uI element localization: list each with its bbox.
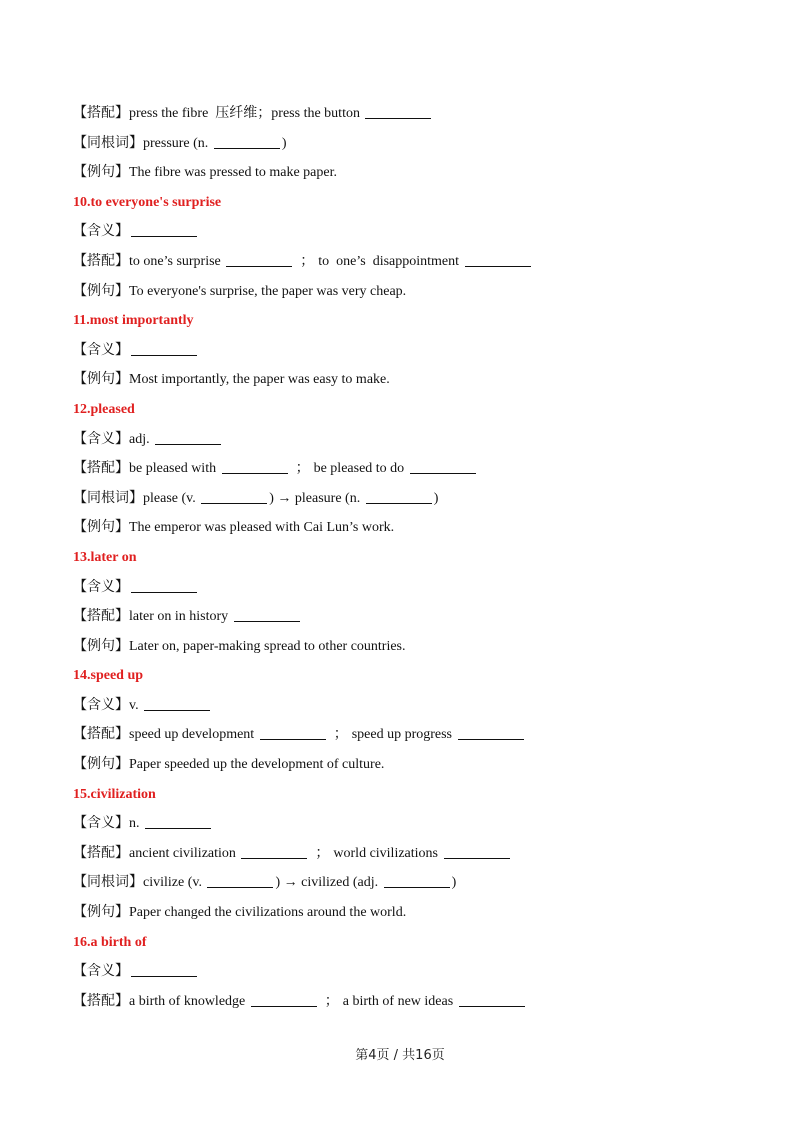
entry-tag: 【例句】 [73, 756, 129, 773]
answer-blank[interactable] [131, 577, 197, 593]
entry-tag: 【含义】 [73, 341, 129, 358]
entry-tag: 【例句】 [73, 164, 129, 181]
answer-blank[interactable] [131, 221, 197, 237]
entry-heading: 11.most importantly [73, 313, 194, 329]
entry-text: a birth of new ideas [342, 993, 457, 1009]
entry-line [73, 99, 733, 129]
entry-line [73, 839, 733, 869]
entry-tag: 【搭配】 [73, 460, 129, 477]
entry-text: ) [433, 490, 439, 506]
answer-blank[interactable] [226, 251, 292, 267]
entry-line [73, 277, 733, 307]
entry-line [73, 750, 733, 780]
page-footer: 第4页 / 共16页 [355, 1048, 445, 1063]
entry-line [73, 454, 733, 484]
entry-tag: 【含义】 [73, 430, 129, 447]
answer-blank[interactable] [214, 133, 280, 149]
entry-text: To everyone's surprise, the paper was very cheap. [129, 283, 407, 299]
entry-text: Paper speeded up the development of culture. [129, 757, 385, 773]
entry-tag: 【例句】 [73, 371, 129, 388]
entry-text: The emperor was pleased with Cai Lun’s work. [129, 520, 395, 536]
entry-text: press the fibre 压纤维；press the button [129, 106, 364, 121]
entry-line [73, 691, 733, 721]
entry-line [73, 217, 733, 247]
entry-tag: 【例句】 [73, 637, 129, 654]
entry-heading: 14.speed up [73, 668, 144, 684]
entry-heading: 13.later on [73, 549, 137, 565]
entry-tag: 【例句】 [73, 904, 129, 921]
entry-line [73, 809, 733, 839]
entry-tag: 【搭配】 [73, 992, 129, 1009]
entry-line [73, 484, 733, 514]
entry-tag: 【含义】 [73, 963, 129, 980]
entry-line [73, 898, 733, 928]
answer-blank[interactable] [144, 695, 210, 711]
answer-blank[interactable] [444, 843, 510, 859]
entry-text: world civilizations [333, 845, 442, 861]
entry-text: be pleased to do [313, 461, 408, 477]
entry-text: Paper changed the civilizations around the world. [129, 905, 407, 921]
answer-blank[interactable] [459, 991, 525, 1007]
answer-blank[interactable] [201, 488, 267, 504]
entry-text: to one’s disappointment [318, 253, 463, 269]
answer-blank[interactable] [465, 251, 531, 267]
entry-tag: 【搭配】 [73, 252, 129, 269]
separator: ； [315, 844, 330, 861]
separator: ； [333, 726, 348, 743]
answer-blank[interactable] [131, 961, 197, 977]
entry-line [73, 158, 733, 188]
answer-blank[interactable] [365, 103, 431, 119]
entry-heading: 10.to everyone's surprise [73, 194, 222, 210]
answer-blank[interactable] [260, 724, 326, 740]
entry-text: be pleased with [129, 461, 220, 477]
entry-line [73, 957, 733, 987]
answer-blank[interactable] [207, 872, 273, 888]
entry-tag: 【例句】 [73, 519, 129, 536]
entry-tag: 【搭配】 [73, 726, 129, 743]
answer-blank[interactable] [410, 458, 476, 474]
separator: ； [295, 460, 310, 477]
entry-text: Later on, paper-making spread to other countries. [129, 638, 406, 654]
entry-text: to one’s surprise [129, 253, 225, 269]
entry-text: v. [129, 697, 143, 713]
entry-text: ) → civilized (adj. [275, 875, 382, 891]
answer-blank[interactable] [222, 458, 288, 474]
entry-text: adj. [129, 431, 154, 447]
entry-line [73, 129, 733, 159]
entry-text: ) [281, 135, 287, 151]
entry-line [73, 720, 733, 750]
separator: ； [324, 992, 339, 1009]
answer-blank[interactable] [458, 724, 524, 740]
entry-line [73, 365, 733, 395]
answer-blank[interactable] [155, 429, 221, 445]
entry-tag: 【含义】 [73, 578, 129, 595]
entry-text: ) → pleasure (n. [269, 490, 364, 506]
entry-line [73, 573, 733, 603]
entry-tag: 【同根词】 [73, 134, 143, 151]
entry-tag: 【同根词】 [73, 874, 143, 891]
answer-blank[interactable] [366, 488, 432, 504]
entry-text: pressure (n. [143, 135, 212, 151]
answer-blank[interactable] [251, 991, 317, 1007]
entry-text: ) [451, 875, 457, 891]
answer-blank[interactable] [234, 606, 300, 622]
separator: ； [300, 252, 315, 269]
entry-text: later on in history [129, 609, 232, 625]
entry-tag: 【含义】 [73, 696, 129, 713]
entry-tag: 【搭配】 [73, 608, 129, 625]
answer-blank[interactable] [384, 872, 450, 888]
entry-line [73, 336, 733, 366]
entry-heading: 16.a birth of [73, 934, 147, 950]
entry-text: please (v. [143, 490, 200, 506]
entry-line [73, 987, 733, 1017]
entry-heading: 15.civilization [73, 786, 156, 802]
entry-text: speed up development [129, 727, 258, 743]
entry-heading: 12.pleased [73, 401, 135, 417]
document-body [73, 99, 733, 1016]
entry-tag: 【同根词】 [73, 489, 143, 506]
entry-text: n. [129, 816, 143, 832]
entry-text: ancient civilization [129, 845, 240, 861]
entry-text: civilize (v. [143, 875, 206, 891]
answer-blank[interactable] [241, 843, 307, 859]
entry-line [73, 513, 733, 543]
entry-line [73, 868, 733, 898]
entry-tag: 【例句】 [73, 282, 129, 299]
entry-tag: 【搭配】 [73, 105, 129, 121]
answer-blank[interactable] [131, 340, 197, 356]
entry-tag: 【含义】 [73, 223, 129, 240]
entry-line [73, 247, 733, 277]
entry-line [73, 632, 733, 662]
entry-text: a birth of knowledge [129, 993, 249, 1009]
entry-text: The fibre was pressed to make paper. [129, 165, 337, 181]
entry-text: speed up progress [351, 727, 456, 743]
entry-tag: 【含义】 [73, 815, 129, 832]
entry-tag: 【搭配】 [73, 844, 129, 861]
entry-line [73, 425, 733, 455]
entry-text: Most importantly, the paper was easy to make. [129, 372, 390, 388]
entry-line [73, 602, 733, 632]
answer-blank[interactable] [145, 813, 211, 829]
